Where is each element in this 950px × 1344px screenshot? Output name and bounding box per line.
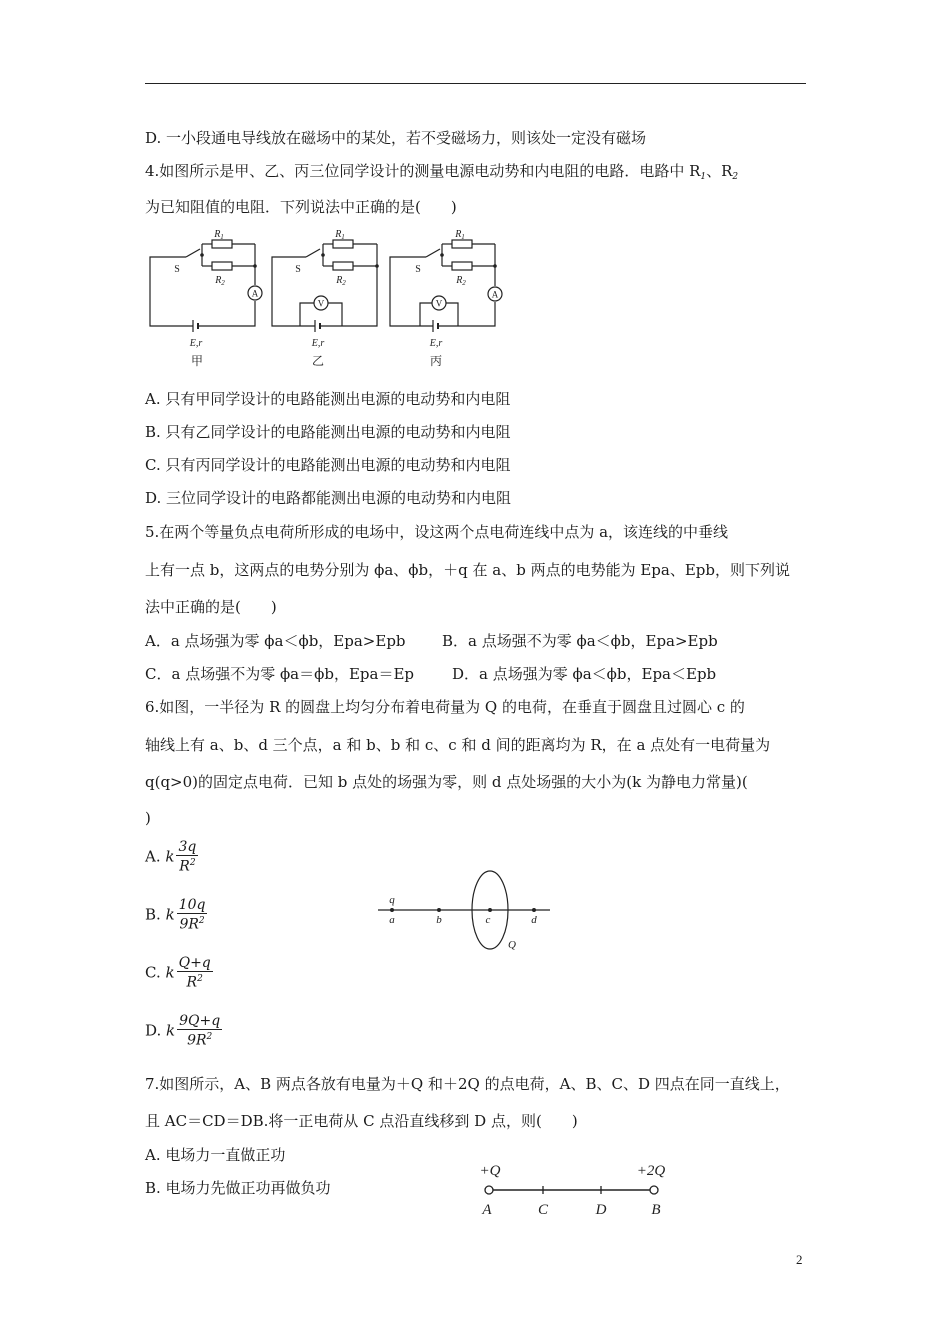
r2-label: $R_2$ xyxy=(336,275,346,287)
svg-text:c: c xyxy=(485,914,491,926)
r1-label: $R_1$ xyxy=(455,229,465,241)
svg-text:B: B xyxy=(651,1202,661,1218)
q4-option-b: B. 只有乙同学设计的电路能测出电源的电动势和内电阻 xyxy=(145,423,511,441)
q5-option-b: B．a 点场强不为零 ϕa＜ϕb，Epa>Epb xyxy=(442,632,718,650)
point-c xyxy=(488,908,492,912)
caption-jia: 甲 xyxy=(190,354,204,368)
charge-b xyxy=(650,1186,658,1194)
q6-stem-line3: q(q>0)的固定点电荷．已知 b 点处的场强为零，则 d 点处场强的大小为(k 为静电力常量)( xyxy=(145,773,748,791)
circuit-bing xyxy=(390,240,502,332)
q6-stem-line1: 6.如图，一半径为 R 的圆盘上均匀分布着电荷量为 Q 的电荷，在垂直于圆盘且过圆心 c 的 xyxy=(145,698,745,716)
q7-option-b: B. 电场力先做正功再做负功 xyxy=(145,1179,331,1197)
q4-stem-line1: 4.如图所示是甲、乙、丙三位同学设计的测量电源电动势和内电阻的电路．电路中 $R_1$、$R_2$ xyxy=(145,162,739,182)
q6-option-a: A. k $\frac{3q}{R^2}$ xyxy=(145,839,197,875)
q7-option-a: A. 电场力一直做正功 xyxy=(145,1146,286,1164)
r2-label: $R_2$ xyxy=(215,275,225,287)
q5-option-a: A．a 点场强为零 ϕa＜ϕb，Epa>Epb xyxy=(145,632,406,650)
svg-text:a: a xyxy=(389,914,395,926)
q6-disk-figure xyxy=(370,860,560,960)
svg-text:+2Q: +2Q xyxy=(636,1163,666,1179)
q7-stem-line1: 7.如图所示，A、B 两点各放有电量为＋Q 和＋2Q 的点电荷，A、B、C、D 四点在同一直线上， xyxy=(145,1075,790,1093)
switch-label: S xyxy=(174,264,180,275)
voltmeter-label: V xyxy=(435,298,443,309)
r1-label: $R_1$ xyxy=(335,229,345,241)
q4-option-d: D. 三位同学设计的电路都能测出电源的电动势和内电阻 xyxy=(145,489,512,507)
source-label: E,r xyxy=(429,338,443,349)
caption-bing: 丙 xyxy=(429,354,443,368)
source-label: E,r xyxy=(311,338,325,349)
point-a xyxy=(390,908,394,912)
caption-yi: 乙 xyxy=(311,354,325,368)
q6-option-b: B. k $\frac{10q}{9R^2}$ xyxy=(145,897,206,933)
q3-option-d: D. 一小段通电导线放在磁场中的某处，若不受磁场力，则该处一定没有磁场 xyxy=(145,129,647,147)
r2-label: $R_2$ xyxy=(456,275,466,287)
svg-text:A: A xyxy=(482,1202,492,1218)
r1-label: $R_1$ xyxy=(214,229,224,241)
svg-text:d: d xyxy=(531,914,537,926)
point-d xyxy=(532,908,536,912)
ammeter-label: A xyxy=(251,288,259,299)
svg-text:Q: Q xyxy=(508,939,516,951)
q5-option-c: C．a 点场强不为零 ϕa＝ϕb，Epa＝Ep xyxy=(145,665,414,683)
switch-label: S xyxy=(295,264,301,275)
voltmeter-label: V xyxy=(317,298,325,309)
ammeter-label: A xyxy=(491,289,499,300)
q6-stem-line4: ) xyxy=(145,809,151,827)
point-b xyxy=(437,908,441,912)
q7-stem-line2: 且 AC＝CD＝DB.将一正电荷从 C 点沿直线移到 D 点，则( ) xyxy=(145,1112,578,1130)
q4-stem-line2: 为已知阻值的电阻．下列说法中正确的是( ) xyxy=(145,198,457,216)
q4-circuit-figure xyxy=(140,222,510,372)
q5-stem-line1: 5.在两个等量负点电荷所形成的电场中，设这两个点电荷连线中点为 a，该连线的中垂线 xyxy=(145,523,729,541)
page-number: 2 xyxy=(796,1252,803,1267)
svg-text:C: C xyxy=(537,1202,549,1218)
switch-label: S xyxy=(415,264,421,275)
q7-line-figure xyxy=(470,1158,680,1220)
circuit-jia xyxy=(150,240,262,332)
svg-text:b: b xyxy=(436,914,442,926)
header-rule xyxy=(145,83,806,84)
q4-option-c: C. 只有丙同学设计的电路能测出电源的电动势和内电阻 xyxy=(145,456,511,474)
source-label: E,r xyxy=(189,338,203,349)
charge-a xyxy=(485,1186,493,1194)
q5-option-d: D．a 点场强为零 ϕa＜ϕb，Epa＜Epb xyxy=(452,665,717,683)
q4-option-a: A. 只有甲同学设计的电路能测出电源的电动势和内电阻 xyxy=(145,390,511,408)
q5-stem-line3: 法中正确的是( ) xyxy=(145,598,277,616)
q6-stem-line2: 轴线上有 a、b、d 三个点，a 和 b、b 和 c、c 和 d 间的距离均为 R，在 a 点处有一电荷量为 xyxy=(145,736,771,754)
svg-text:q: q xyxy=(389,894,395,906)
svg-text:D: D xyxy=(595,1202,607,1218)
q5-stem-line2: 上有一点 b，这两点的电势分别为 ϕa、ϕb，＋q 在 a、b 两点的电势能为 Epa、Epb，则下列说 xyxy=(145,561,791,579)
q6-option-c: C. k $\frac{Q+q}{R^2}$ xyxy=(145,955,211,991)
svg-text:+Q: +Q xyxy=(479,1163,501,1179)
q6-option-d: D. k $\frac{9Q+q}{9R^2}$ xyxy=(145,1013,221,1049)
circuit-yi xyxy=(272,240,377,332)
